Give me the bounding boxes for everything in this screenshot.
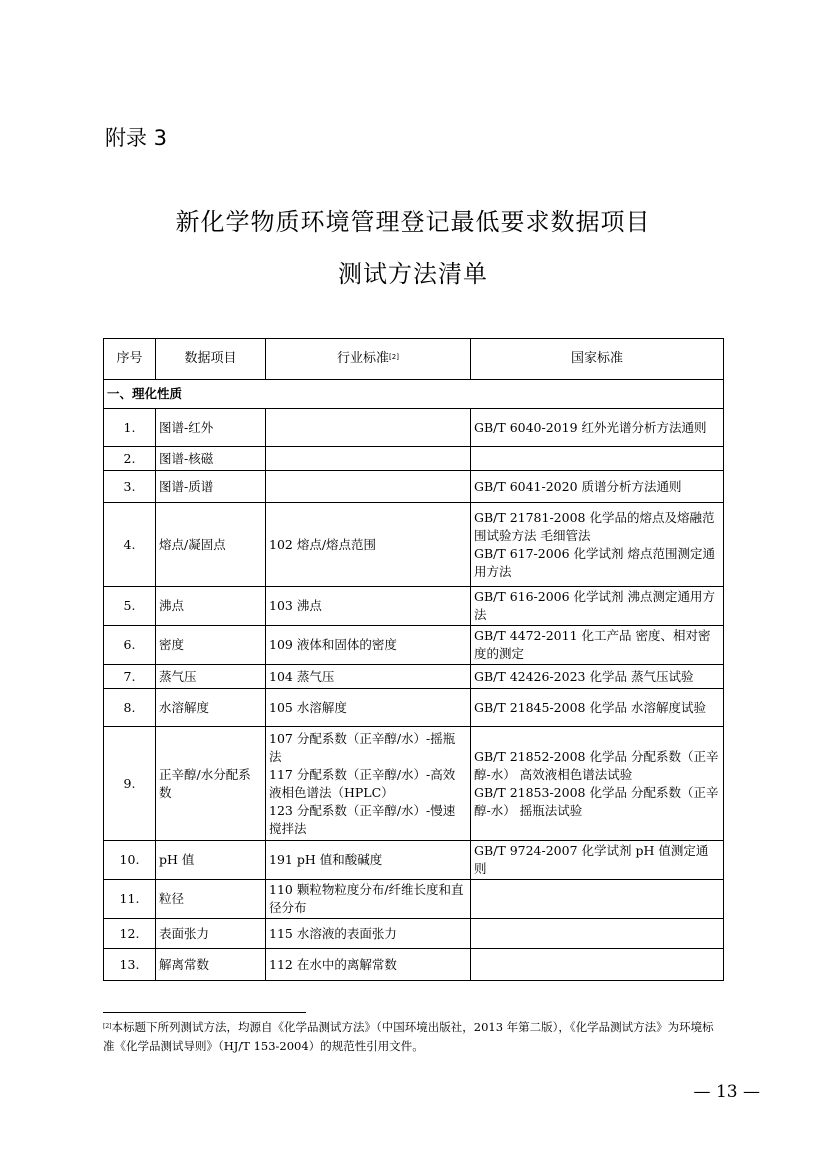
industry-standard-entry: 102 熔点/熔点范围: [269, 536, 377, 552]
appendix-label: 附录 3: [105, 126, 168, 150]
row-national-standard: [471, 626, 724, 665]
row-national-standard: [471, 665, 724, 689]
row-item: 沸点: [156, 587, 266, 626]
industry-standard-entry: 123 分配系数（正辛醇/水）-慢速搅拌法: [269, 802, 456, 836]
row-seq: 6.: [104, 626, 156, 665]
row-national-standard: [471, 409, 724, 447]
national-standard-entry: GB/T 42426-2023 化学品 蒸气压试验: [474, 668, 694, 684]
header-industry-label: 行业标准: [337, 351, 390, 366]
table-header-row: [104, 339, 724, 380]
industry-standard-entry: 109 液体和固体的密度: [269, 637, 397, 652]
row-seq: 3.: [104, 471, 156, 503]
industry-standard-entry: 104 蒸气压: [269, 668, 335, 684]
header-item: 数据项目: [156, 339, 266, 380]
industry-standard-entry: 110 颗粒物粒度分布/纤维长度和直径分布: [269, 882, 464, 915]
row-item: 蒸气压: [156, 665, 266, 689]
table-row: [104, 587, 724, 626]
row-item: pH 值: [156, 841, 266, 880]
header-seq: 序号: [104, 339, 156, 380]
national-standard-entry: GB/T 9724-2007 化学试剂 pH 值测定通则: [474, 843, 709, 876]
row-item: 图谱-核磁: [156, 447, 266, 471]
page-title: 新化学物质环境管理登记最低要求数据项目: [175, 208, 651, 236]
row-industry-standard: [266, 919, 471, 949]
row-national-standard: [471, 919, 724, 949]
table-row: [104, 949, 724, 981]
row-item: 密度: [156, 626, 266, 665]
footnote: [103, 1018, 725, 1056]
header-industry: [266, 339, 471, 380]
row-industry-standard: [266, 409, 471, 447]
row-national-standard: [471, 727, 724, 841]
row-seq: 10.: [104, 841, 156, 880]
national-standard-entry: GB/T 4472-2011 化工产品 密度、相对密度的测定: [474, 628, 711, 661]
row-industry-standard: [266, 880, 471, 919]
row-item: 图谱-质谱: [156, 471, 266, 503]
row-item: 解离常数: [156, 949, 266, 981]
national-standard-entry: GB/T 21853-2008 化学品 分配系数（正辛醇-水） 摇瓶法试验: [474, 784, 719, 818]
row-industry-standard: [266, 949, 471, 981]
row-item: 图谱-红外: [156, 409, 266, 447]
row-seq: 1.: [104, 409, 156, 447]
row-industry-standard: [266, 727, 471, 841]
row-industry-standard: [266, 689, 471, 727]
row-national-standard: [471, 880, 724, 919]
national-standard-entry: GB/T 21781-2008 化学品的熔点及熔融范围试验方法 毛细管法: [474, 509, 715, 543]
industry-standard-entry: 112 在水中的离解常数: [269, 956, 397, 972]
row-industry-standard: [266, 503, 471, 587]
row-national-standard: [471, 471, 724, 503]
row-seq: 11.: [104, 880, 156, 919]
row-national-standard: [471, 587, 724, 626]
row-national-standard: [471, 689, 724, 727]
industry-standard-entry: 117 分配系数（正辛醇/水）-高效液相色谱法（HPLC）: [269, 766, 456, 800]
row-industry-standard: [266, 471, 471, 503]
table-row: [104, 880, 724, 919]
table-row: [104, 471, 724, 503]
national-standard-entry: GB/T 617-2006 化学试剂 熔点范围测定通用方法: [474, 545, 716, 579]
row-seq: 5.: [104, 587, 156, 626]
row-item: 表面张力: [156, 919, 266, 949]
industry-standard-entry: 105 水溶解度: [269, 699, 347, 715]
national-standard-entry: GB/T 6041-2020 质谱分析方法通则: [474, 478, 682, 494]
footnote-mark: [2]: [103, 1023, 112, 1030]
table-row: [104, 689, 724, 727]
row-seq: 8.: [104, 689, 156, 727]
footnote-divider: [103, 1012, 306, 1013]
footnote-text: 本标题下所列测试方法，均源自《化学品测试方法》（中国环境出版社，2013 年第二版），《化学品测试方法》为环境标准《化学品测试导则》（HJ/T 153-2004）的规范性引用文件。: [103, 1020, 714, 1053]
test-method-table: [103, 338, 724, 981]
table-row: [104, 841, 724, 880]
page-number: — 13 —: [693, 1082, 760, 1102]
industry-standard-entry: 115 水溶液的表面张力: [269, 925, 397, 941]
row-seq: 12.: [104, 919, 156, 949]
section-row: [104, 380, 724, 409]
table-row: [104, 727, 724, 841]
national-standard-entry: GB/T 616-2006 化学试剂 沸点测定通用方法: [474, 589, 716, 622]
row-national-standard: [471, 447, 724, 471]
row-national-standard: [471, 949, 724, 981]
footnote-ref: [2]: [389, 353, 399, 361]
row-seq: 9.: [104, 727, 156, 841]
table-row: [104, 447, 724, 471]
table-row: [104, 409, 724, 447]
row-national-standard: [471, 841, 724, 880]
row-item: 粒径: [156, 880, 266, 919]
industry-standard-entry: 103 沸点: [269, 598, 322, 613]
national-standard-entry: GB/T 21852-2008 化学品 分配系数（正辛醇-水） 高效液相色谱法试验: [474, 748, 719, 782]
row-seq: 2.: [104, 447, 156, 471]
row-seq: 4.: [104, 503, 156, 587]
page-subtitle: 测试方法清单: [338, 260, 488, 288]
table-row: [104, 626, 724, 665]
row-item: 正辛醇/水分配系数: [156, 727, 266, 841]
row-seq: 13.: [104, 949, 156, 981]
table-row: [104, 919, 724, 949]
row-industry-standard: [266, 841, 471, 880]
section-heading: 一、理化性质: [104, 380, 724, 409]
row-industry-standard: [266, 626, 471, 665]
row-item: 熔点/凝固点: [156, 503, 266, 587]
industry-standard-entry: 107 分配系数（正辛醇/水）-摇瓶法: [269, 730, 456, 764]
national-standard-entry: GB/T 21845-2008 化学品 水溶解度试验: [474, 699, 706, 715]
national-standard-entry: GB/T 6040-2019 红外光谱分析方法通则: [474, 419, 707, 435]
row-item: 水溶解度: [156, 689, 266, 727]
header-national: 国家标准: [471, 339, 724, 380]
row-industry-standard: [266, 587, 471, 626]
table-row: [104, 503, 724, 587]
row-industry-standard: [266, 447, 471, 471]
table-row: [104, 665, 724, 689]
industry-standard-entry: 191 pH 值和酸碱度: [269, 852, 383, 867]
row-seq: 7.: [104, 665, 156, 689]
row-national-standard: [471, 503, 724, 587]
row-industry-standard: [266, 665, 471, 689]
